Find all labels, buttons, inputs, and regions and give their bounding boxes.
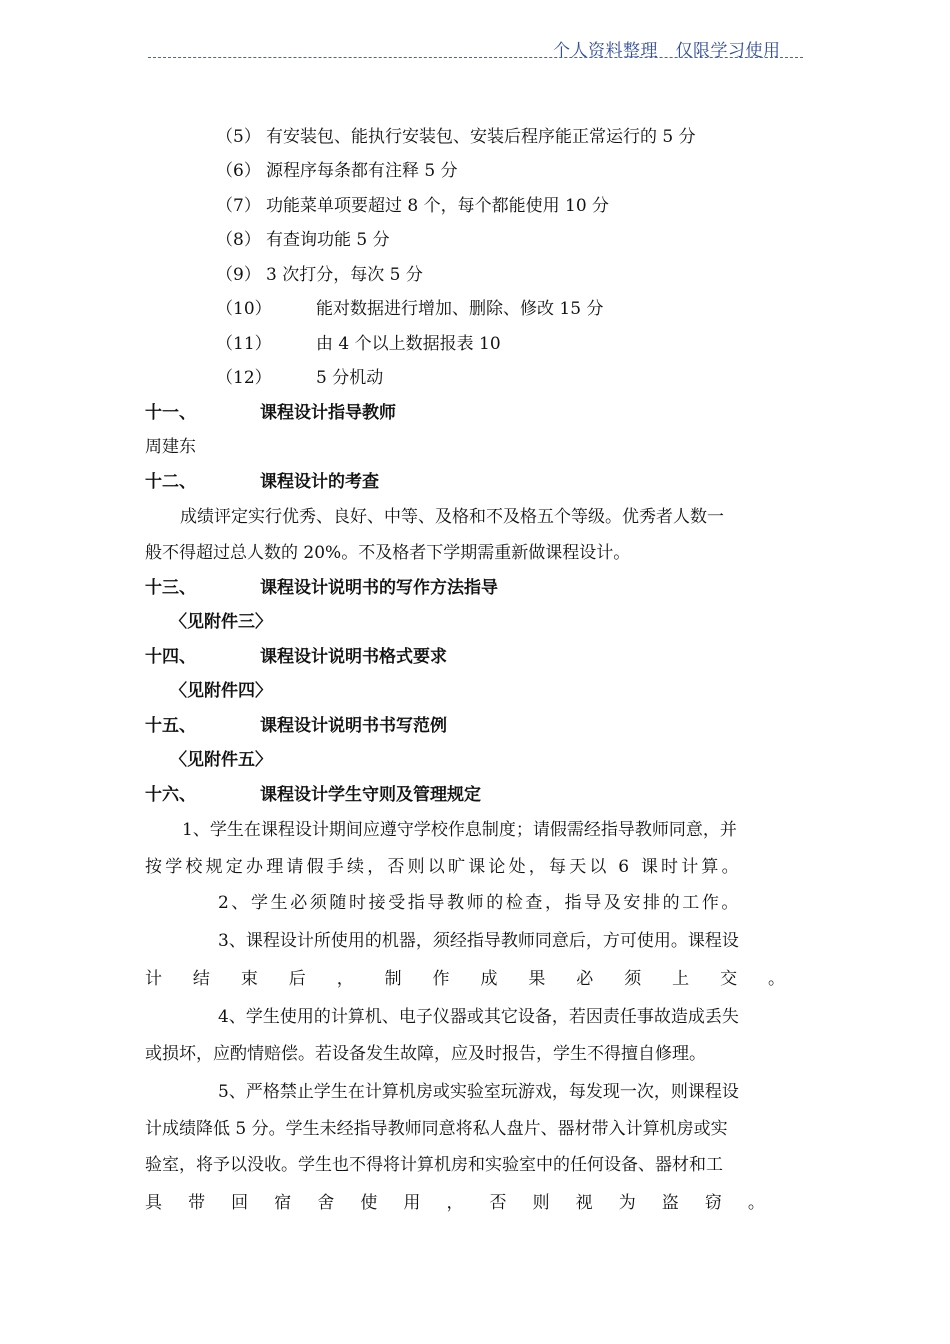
justified-char: 回	[231, 1193, 249, 1213]
justified-char: 具	[145, 1193, 162, 1213]
justified-char: 上	[672, 969, 690, 989]
section-number: 十五、	[145, 716, 196, 736]
section-body: 周建东	[145, 437, 196, 457]
justified-char: 作	[432, 969, 450, 989]
rule-line: 或损坏，应酌情赔偿。若设备发生故障，应及时报告，学生不得擅自修理。	[145, 1044, 706, 1064]
justified-char: 果	[528, 969, 546, 989]
justified-char: 束	[240, 969, 258, 989]
item-number: （9）	[216, 265, 261, 285]
justified-char: 使	[360, 1193, 378, 1213]
justified-char: 用	[403, 1193, 421, 1213]
page-header: 个人资料整理 仅限学习使用	[553, 41, 781, 61]
item-text: 5 分机动	[316, 368, 384, 388]
item-text: 由 4 个以上数据报表 10	[316, 334, 501, 354]
rule-line: 1、学生在课程设计期间应遵守学校作息制度；请假需经指导教师同意，并	[182, 820, 737, 840]
justified-char: 。	[747, 1193, 765, 1213]
section-number: 十四、	[145, 647, 196, 667]
item-number: （11）	[216, 334, 272, 354]
section-title: 课程设计学生守则及管理规定	[260, 785, 481, 805]
justified-char: 盗	[661, 1193, 679, 1213]
rule-line: 5、严格禁止学生在计算机房或实验室玩游戏，每发现一次，则课程设	[218, 1082, 739, 1102]
rule-line: 验室，将予以没收。学生也不得将计算机房和实验室中的任何设备、器材和工	[145, 1155, 723, 1175]
section-title: 课程设计说明书格式要求	[260, 647, 447, 667]
section-note: 〈见附件三〉	[170, 612, 272, 632]
rule-line-justified	[145, 967, 785, 991]
item-text: 有查询功能 5 分	[266, 230, 390, 250]
rule-line-justified	[145, 1191, 765, 1215]
section-note: 〈见附件四〉	[170, 681, 272, 701]
section-title: 课程设计说明书书写范例	[260, 716, 447, 736]
justified-char: 交	[720, 969, 738, 989]
section-title: 课程设计说明书的写作方法指导	[260, 578, 498, 598]
justified-char: 。	[767, 969, 785, 989]
justified-char: 窃	[704, 1193, 722, 1213]
rule-line: 按学校规定办理请假手续，否则以旷课论处，每天以 6 课时计算。	[145, 857, 742, 877]
item-number: （8）	[216, 230, 261, 250]
justified-char: 为	[618, 1193, 636, 1213]
rule-line: 4、学生使用的计算机、电子仪器或其它设备，若因责任事故造成丢失	[218, 1007, 739, 1027]
paragraph-line: 成绩评定实行优秀、良好、中等、及格和不及格五个等级。优秀者人数一	[180, 507, 724, 527]
justified-char: 后	[288, 969, 306, 989]
section-title: 课程设计指导教师	[260, 403, 396, 423]
justified-char: ，	[446, 1193, 464, 1213]
justified-char: 结	[192, 969, 210, 989]
rule-line: 2、学生必须随时接受指导教师的检查，指导及安排的工作。	[218, 893, 742, 913]
paragraph-line: 般不得超过总人数的 20%。不及格者下学期需重新做课程设计。	[145, 543, 631, 563]
item-text: 能对数据进行增加、删除、修改 15 分	[316, 299, 604, 319]
section-title: 课程设计的考查	[260, 472, 379, 492]
section-note: 〈见附件五〉	[170, 750, 272, 770]
justified-char: 否	[489, 1193, 507, 1213]
justified-char: 成	[480, 969, 498, 989]
item-text: 功能菜单项要超过 8 个，每个都能使用 10 分	[266, 196, 610, 216]
rule-line: 3、课程设计所使用的机器，须经指导教师同意后，方可使用。课程设	[218, 931, 739, 951]
justified-char: 计	[145, 969, 162, 989]
item-number: （6）	[216, 161, 261, 181]
section-number: 十三、	[145, 578, 196, 598]
justified-char: 视	[575, 1193, 593, 1213]
item-text: 3 次打分，每次 5 分	[266, 265, 423, 285]
justified-char: 须	[624, 969, 642, 989]
header-divider	[148, 57, 803, 58]
section-number: 十二、	[145, 472, 196, 492]
item-number: （10）	[216, 299, 272, 319]
section-number: 十六、	[145, 785, 196, 805]
justified-char: 则	[532, 1193, 550, 1213]
item-number: （12）	[216, 368, 272, 388]
justified-char: 带	[188, 1193, 206, 1213]
justified-char: 舍	[317, 1193, 335, 1213]
rule-line: 计成绩降低 5 分。学生未经指导教师同意将私人盘片、器材带入计算机房或实	[145, 1119, 728, 1139]
item-text: 源程序每条都有注释 5 分	[266, 161, 458, 181]
section-number: 十一、	[145, 403, 196, 423]
justified-char: 制	[384, 969, 402, 989]
item-number: （5）	[216, 127, 261, 147]
justified-char: 必	[576, 969, 594, 989]
justified-char: ，	[336, 969, 354, 989]
item-text: 有安装包、能执行安装包、安装后程序能正常运行的 5 分	[266, 127, 696, 147]
item-number: （7）	[216, 196, 261, 216]
justified-char: 宿	[274, 1193, 292, 1213]
